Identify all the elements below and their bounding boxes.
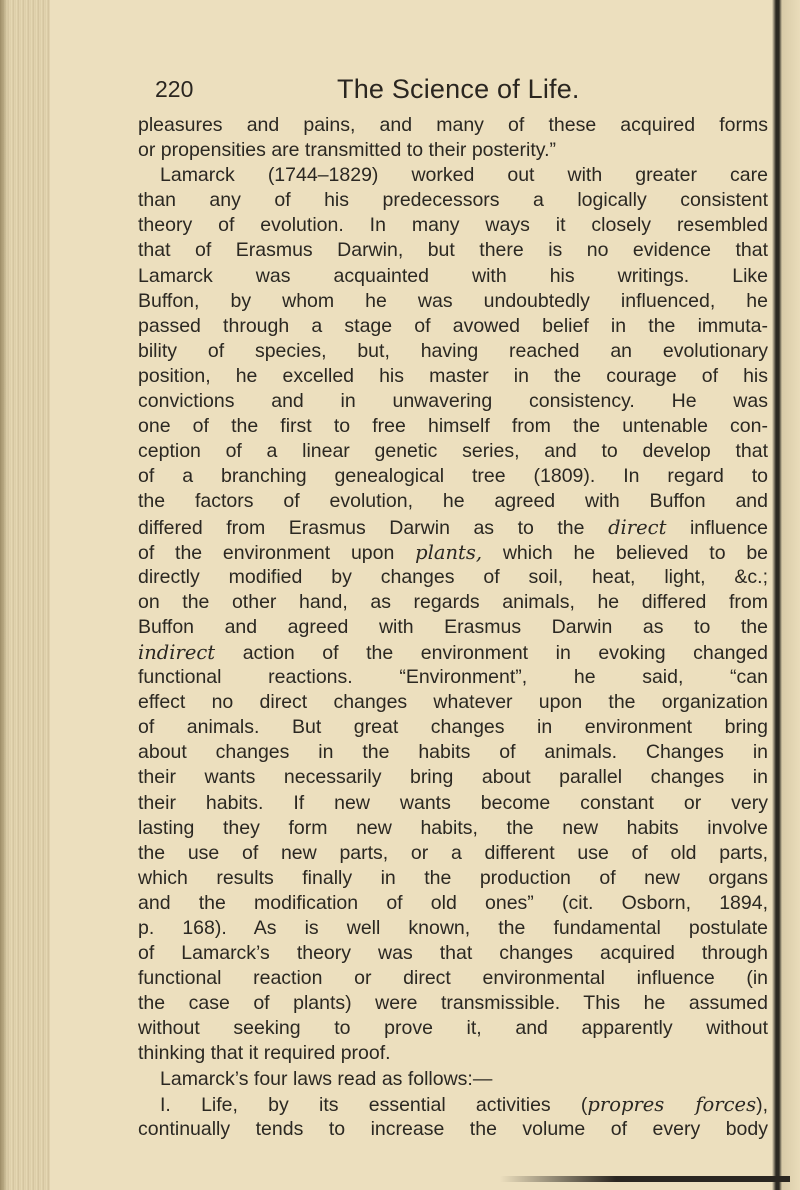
text-segment: ), (756, 1093, 768, 1116)
text-line: bility of species, but, having reached an evolutionary (138, 339, 768, 362)
text-line: Lamarck (1744–1829) worked out with greater care (160, 164, 768, 187)
text-line: that of Erasmus Darwin, but there is no evidence that (138, 239, 768, 262)
italic-word: indirect (138, 640, 216, 664)
text-line: of a branching genealogical tree (1809). In regard to (138, 465, 768, 488)
text-line: on the other hand, as regards animals, he differed from (138, 590, 768, 613)
text-line: functional reaction or direct environmental influence (in (138, 967, 768, 990)
text-line: without seeking to prove it, and apparently without (138, 1017, 768, 1040)
text-line: or propensities are transmitted to their posterity.” (138, 139, 556, 162)
text-line: lasting they form new habits, the new habits involve (138, 816, 768, 839)
text-line: the case of plants) were transmissible. This he assumed (138, 992, 768, 1015)
text-line: than any of his predecessors a logically consistent (138, 189, 768, 212)
text-line: Buffon and agreed with Erasmus Darwin as to the (138, 615, 768, 638)
page-number: 220 (155, 76, 194, 102)
text-line: convictions and in unwavering consistency. He was (138, 390, 768, 413)
page-header (155, 74, 625, 110)
text-line: effect no direct changes whatever upon the organization (138, 691, 768, 714)
text-line: functional reactions. “Environment”, he said, “can (138, 666, 768, 689)
text-segment: differed from Erasmus Darwin as to the (138, 516, 585, 539)
text-line: the factors of evolution, he agreed with Buffon and (138, 490, 768, 513)
text-line: about changes in the habits of animals. Changes in (138, 741, 768, 764)
text-line: theory of evolution. In many ways it closely resembled (138, 214, 768, 237)
text-line (138, 515, 768, 540)
page-edge-shadow (0, 0, 8, 1190)
running-title: The Science of Life. (337, 74, 580, 104)
italic-phrase: propres forces (587, 1092, 757, 1116)
text-line (138, 540, 768, 565)
text-line: Lamarck was acquainted with his writings. Like (138, 264, 768, 287)
italic-word: plants, (415, 540, 483, 564)
text-line: of animals. But great changes in environment bring (138, 716, 768, 739)
text-line (138, 640, 768, 665)
text-segment: of the environment upon (138, 541, 395, 564)
text-line: continually tends to increase the volume of every body (138, 1117, 768, 1140)
text-line: pleasures and pains, and many of these acquired forms (138, 114, 768, 136)
body-text (138, 113, 768, 1142)
text-line: one of the first to free himself from the untenable con- (138, 415, 768, 438)
text-line: Buffon, by whom he was undoubtedly influenced, he (138, 289, 768, 312)
text-line: their habits. If new wants become constant or very (138, 791, 768, 814)
italic-word: direct (608, 515, 667, 539)
text-line (138, 1092, 768, 1117)
text-segment: which he believed to be (502, 541, 769, 564)
text-segment: action of the environment in evoking changed (242, 641, 768, 664)
text-segment: I. Life, by its essential activities ( (160, 1093, 588, 1116)
text-line: directly modified by changes of soil, heat, light, &c.; (138, 565, 768, 588)
text-line: ception of a linear genetic series, and to develop that (138, 440, 768, 463)
text-line: passed through a stage of avowed belief in the immuta- (138, 314, 768, 337)
text-line: which results finally in the production of new organs (138, 866, 768, 889)
text-line: of Lamarck’s theory was that changes acquired through (138, 942, 768, 965)
text-line: the use of new parts, or a different use of old parts, (138, 841, 768, 864)
text-line: position, he excelled his master in the courage of his (138, 364, 768, 387)
text-line: their wants necessarily bring about parallel changes in (138, 766, 768, 789)
bottom-edge-rule (500, 1176, 790, 1182)
page-edge-right (772, 0, 800, 1190)
text-segment: influence (689, 516, 769, 539)
text-line: thinking that it required proof. (138, 1042, 391, 1065)
text-line: p. 168). As is well known, the fundamental postulate (138, 917, 768, 939)
text-line: Lamarck’s four laws read as follows:— (160, 1067, 493, 1090)
text-line: and the modification of old ones” (cit. Osborn, 1894, (138, 891, 768, 914)
